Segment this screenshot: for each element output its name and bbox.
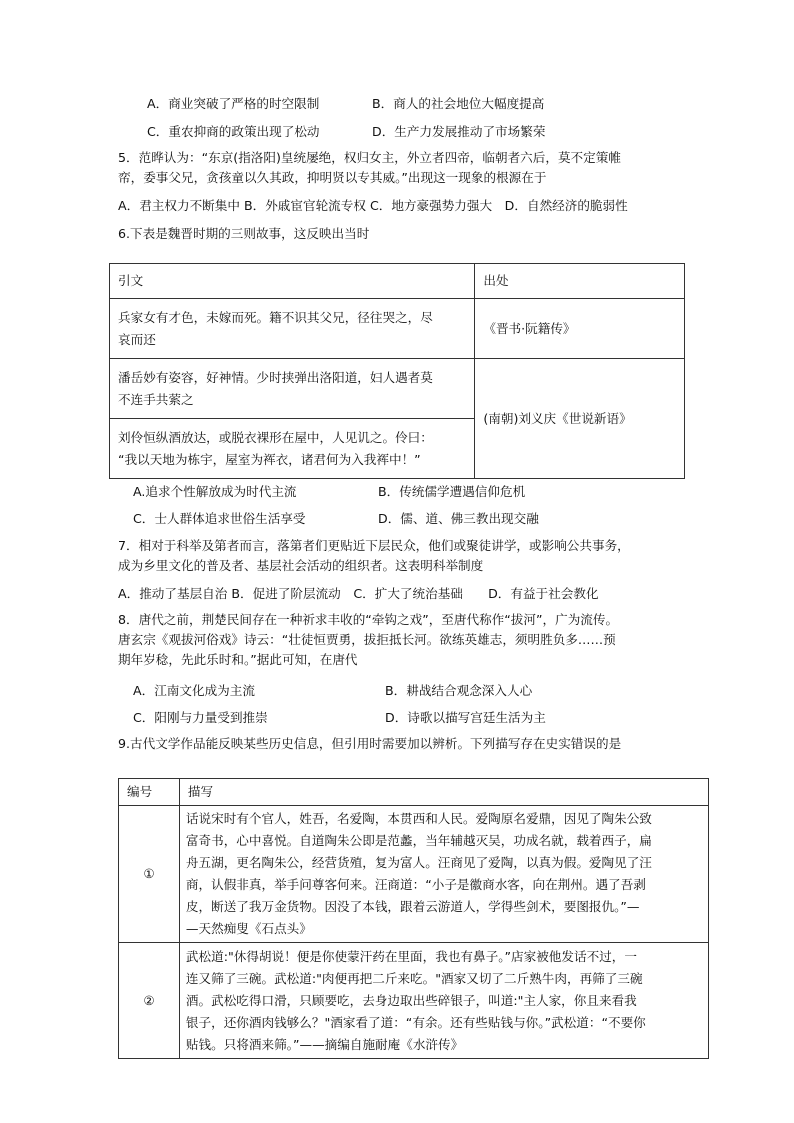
q6-option-a: A.追求个性解放成为时代主流	[133, 484, 297, 499]
q7-stem-line1: 7．相对于科举及第者而言，落第者们更贴近下层民众，他们或聚徒讲学，或影响公共事务，	[118, 538, 630, 553]
q6-stem: 6.下表是魏晋时期的三则故事，这反映出当时	[118, 226, 370, 241]
q9-row2-desc: 武松道:"休得胡说！便是你使蒙汗药在里面，我也有鼻子。”店家被他发话不过，一 连又筛了三碗。武松道:"肉便再把二斤来吃。"酒家又切了二斤熟牛肉，再筛了三碗 酒。武松吃得口滑，只顾要吃，去身边取出些碎银子，叫道:"主人家，你且来看我 银子，还你酒肉钱够么？"酒家看了道：“有余。还有些贴钱与你。”武松道：“不要你 贴钱。只将酒来筛。”——摘编自施耐庵《水浒传》	[179, 943, 708, 1059]
q9-row1-desc: 话说宋时有个官人，姓吾，名爱陶，本贯西和人民。爱陶原名爱鼎，因见了陶朱公致 富奇书，心中喜悦。自道陶朱公即是范蠡，当年辅越灭吴，功成名就，载着西子，扁 舟五湖，更名陶朱公，经营货殖，复为富人。汪商见了爱陶，以真为假。爱陶见了汪 商，认假非真，举手问尊客何来。汪商道：“小子是徽商水客，向在荆州。遇了吾剥 皮，断送了我万金货物。因没了本钱，跟着云游道人，学得些剑术，要图报仇。”— —天然痴叟《石点头》	[179, 806, 708, 943]
q6-option-d: D．儒、道、佛三教出现交融	[378, 511, 539, 526]
q8-option-c: C．阳刚与力量受到推崇	[133, 710, 268, 725]
q9-row2-no: ②	[119, 943, 180, 1059]
q6-header-source: 出处	[475, 264, 685, 299]
q4-option-d: D．生产力发展推动了市场繁荣	[372, 124, 546, 139]
q7-options: A．推动了基层自治 B．促进了阶层流动 C．扩大了统治基础 D．有益于社会教化	[118, 586, 599, 601]
q9-stem: 9.古代文学作品能反映某些历史信息，但引用时需要加以辨析。下列描写存在史实错误的是	[118, 736, 622, 751]
q6-row1-quote: 兵家女有才色，未嫁而死。籍不识其父兄，径往哭之，尽 哀而还	[110, 299, 475, 359]
q9-table	[118, 778, 709, 1059]
q8-stem-line2: 唐玄宗《观拔河俗戏》诗云：“壮徒恒贾勇，拔拒抵长河。欲练英雄志，须明胜负多……预	[118, 632, 616, 647]
q8-option-d: D．诗歌以描写宫廷生活为主	[385, 710, 546, 725]
q8-option-a: A．江南文化成为主流	[133, 683, 255, 698]
q4-option-c: C．重农抑商的政策出现了松动	[147, 124, 320, 139]
q6-option-b: B．传统儒学遭遇信仰危机	[378, 484, 526, 499]
q4-option-a: A．商业突破了严格的时空限制	[147, 96, 320, 111]
q8-stem-line3: 期年岁稔，先此乐时和。”据此可知，在唐代	[118, 652, 358, 667]
q6-header-quote: 引文	[110, 264, 475, 299]
q5-stem-line1: 5．范晔认为：“东京(指洛阳)皇统屡绝，权归女主，外立者四帝，临朝者六后，莫不定策帷	[118, 150, 621, 165]
q6-table	[109, 263, 685, 479]
q8-stem-line1: 8．唐代之前，荆楚民间存在一种祈求丰收的“牵钩之戏”，至唐代称作“拔河”，广为流传。	[118, 612, 619, 627]
q9-header-desc: 描写	[179, 779, 708, 806]
q6-row1-source: 《晋书·阮籍传》	[475, 299, 685, 359]
q5-options: A．君主权力不断集中 B．外戚宦官轮流专权 C．地方豪强势力强大 D．自然经济的脆弱性	[118, 198, 628, 213]
q7-stem-line2: 成为乡里文化的普及者、基层社会活动的组织者。这表明科举制度	[118, 558, 484, 573]
q9-header-no: 编号	[119, 779, 180, 806]
q5-stem-line2: 帟，委事父兄，贪孩童以久其政，抑明贤以专其威。”出现这一现象的根源在于	[118, 170, 547, 185]
q4-option-b: B．商人的社会地位大幅度提高	[372, 96, 545, 111]
q8-option-b: B．耕战结合观念深入人心	[385, 683, 533, 698]
q6-row3-quote: 刘伶恒纵酒放达，或脱衣裸形在屋中，人见讥之。伶曰： “我以天地为栋宇，屋室为裈衣，诸君何为入我裈中！”	[110, 419, 475, 479]
q6-row2-quote: 潘岳妙有姿容，好神情。少时挟弹出洛阳道，妇人遇者莫 不连手共萦之	[110, 359, 475, 419]
q9-row1-no: ①	[119, 806, 180, 943]
q6-option-c: C．士人群体追求世俗生活享受	[133, 511, 306, 526]
q6-row23-source: (南朝)刘义庆《世说新语》	[475, 359, 685, 479]
